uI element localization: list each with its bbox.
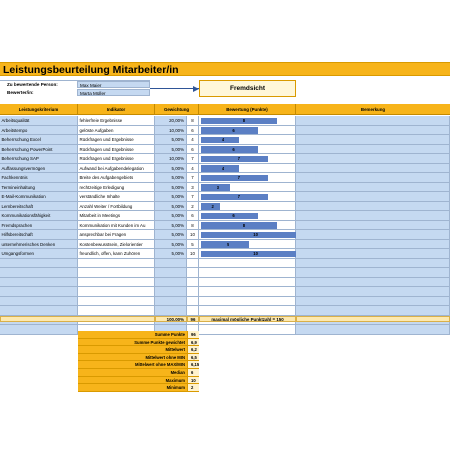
remark-cell[interactable] <box>296 211 450 221</box>
stat-value: 6,2 <box>187 346 199 354</box>
rating-bar-label: 2 <box>211 203 214 209</box>
rater-label: Bewerter/in: <box>7 90 34 95</box>
points-cell[interactable] <box>187 287 199 297</box>
points-cell[interactable]: 4 <box>187 135 199 145</box>
indicator-cell[interactable] <box>78 278 155 288</box>
points-cell[interactable] <box>187 259 199 269</box>
points-cell[interactable]: 8 <box>187 221 199 231</box>
totals-row-left <box>0 316 155 322</box>
criterion-cell[interactable] <box>0 297 78 307</box>
indicator-cell[interactable]: gelöste Aufgaben <box>78 126 155 136</box>
points-cell[interactable]: 5 <box>187 240 199 250</box>
weight-cell[interactable]: 5,00% <box>155 135 187 145</box>
header-criterion: Leistungskriterium <box>0 104 78 115</box>
rating-cell <box>199 306 296 316</box>
remark-cell[interactable] <box>296 183 450 193</box>
weight-cell[interactable] <box>155 306 187 316</box>
remark-cell[interactable] <box>296 173 450 183</box>
criterion-cell[interactable] <box>0 259 78 269</box>
rating-bar <box>201 213 258 220</box>
criterion-cell[interactable] <box>0 268 78 278</box>
rating-bar <box>201 146 258 153</box>
rating-cell <box>199 259 296 269</box>
indicator-cell[interactable]: Mitarbeit in Meetings <box>78 211 155 221</box>
rating-bar-label: 7 <box>237 194 240 199</box>
criterion-cell[interactable] <box>0 287 78 297</box>
rating-bar-label: 6 <box>232 127 235 133</box>
indicator-cell[interactable]: verständliche Inhalte <box>78 192 155 202</box>
stat-value: 10 <box>187 377 199 385</box>
totals-row-right <box>296 316 450 322</box>
points-cell[interactable]: 2 <box>187 202 199 212</box>
criterion-cell[interactable]: Hilfsbereitschaft <box>0 230 78 240</box>
rating-bar <box>201 118 277 125</box>
criterion-cell[interactable]: Beherrschung SAP <box>0 154 78 164</box>
weight-cell[interactable]: 10,00% <box>155 126 187 136</box>
stat-value: 6,9 <box>187 339 199 347</box>
remark-cell[interactable] <box>296 126 450 136</box>
weight-cell[interactable] <box>155 297 187 307</box>
remark-cell[interactable] <box>296 145 450 155</box>
weight-cell[interactable] <box>155 259 187 269</box>
criterion-cell[interactable]: Fachkenntnis <box>0 173 78 183</box>
criterion-cell[interactable]: Beherrschung Excel <box>0 135 78 145</box>
stat-label: Summe Punkte gewichtet <box>78 339 187 347</box>
indicator-cell[interactable]: freundlich, offen, kann Zuhören <box>78 249 155 259</box>
rating-bar <box>201 165 239 172</box>
stat-label: Median <box>78 369 187 377</box>
criterion-cell[interactable]: Lernbereitschaft <box>0 202 78 212</box>
indicator-cell[interactable]: ansprechbar bei Fragen <box>78 230 155 240</box>
header-weight: Gewichtung <box>155 104 199 115</box>
indicator-cell[interactable]: Rückfragen und Ergebnisse <box>78 145 155 155</box>
weight-cell[interactable]: 5,00% <box>155 145 187 155</box>
points-cell[interactable]: 6 <box>187 145 199 155</box>
max-points-label: maximal mögliche Punktzahl = 150 <box>199 316 296 322</box>
weight-cell[interactable] <box>155 278 187 288</box>
remark-cell[interactable] <box>296 278 450 288</box>
criterion-cell[interactable]: Beherrschung PowerPoint <box>0 145 78 155</box>
rating-bar-label: 6 <box>232 213 235 218</box>
weight-cell[interactable]: 5,00% <box>155 202 187 212</box>
weight-cell[interactable]: 20,00% <box>155 116 187 126</box>
points-cell[interactable]: 6 <box>187 211 199 221</box>
remark-cell[interactable] <box>296 240 450 250</box>
points-cell[interactable]: 10 <box>187 230 199 240</box>
criterion-cell[interactable]: Arbeitsqualität <box>0 116 78 126</box>
weight-cell[interactable]: 5,00% <box>155 230 187 240</box>
points-cell[interactable]: 3 <box>187 183 199 193</box>
criterion-cell[interactable]: Termineinhaltung <box>0 183 78 193</box>
stat-value: 6,15 <box>187 361 199 369</box>
rating-cell <box>199 278 296 288</box>
weight-cell[interactable] <box>155 268 187 278</box>
criterion-cell[interactable]: Umgangsformen <box>0 249 78 259</box>
remark-cell[interactable] <box>296 268 450 278</box>
points-cell[interactable]: 7 <box>187 154 199 164</box>
rating-bar-label: 8 <box>242 222 246 228</box>
points-cell[interactable]: 4 <box>187 164 199 174</box>
criterion-cell[interactable]: Auffassungsvermögen <box>0 164 78 174</box>
header-remark: Bemerkung <box>296 104 450 115</box>
rating-bar <box>201 184 230 191</box>
person-field[interactable]: Max Maier <box>77 81 150 88</box>
remark-cell[interactable] <box>296 249 450 259</box>
remark-cell[interactable] <box>296 297 450 307</box>
indicator-cell[interactable]: Kostenbewusstsein, Zielorientier <box>78 240 155 250</box>
indicator-cell[interactable]: fehlerfreie Ergebnisse <box>78 116 155 126</box>
rating-bar-label: 7 <box>237 175 240 180</box>
indicator-cell[interactable] <box>78 259 155 269</box>
rating-cell <box>199 297 296 307</box>
remark-cell[interactable] <box>296 116 450 126</box>
stat-label: Mittelwert ohne MIN <box>78 354 187 362</box>
rating-bar <box>201 194 268 201</box>
remark-cell[interactable] <box>296 230 450 240</box>
weight-cell[interactable] <box>155 287 187 297</box>
remark-cell[interactable] <box>296 202 450 212</box>
person-label: Zu bewertende Person: <box>7 82 58 87</box>
remark-cell[interactable] <box>296 192 450 202</box>
rating-bar-label: 3 <box>216 184 220 190</box>
rating-bar <box>201 175 268 182</box>
rating-bar-label: 4 <box>221 137 225 142</box>
rating-bar-label: 4 <box>221 165 225 171</box>
indicator-cell[interactable] <box>78 306 155 316</box>
arrow-line <box>150 88 199 89</box>
criterion-cell[interactable]: unternehmerisches Denken <box>0 240 78 250</box>
rating-bar-label: 10 <box>253 232 258 237</box>
rating-bar <box>201 127 258 134</box>
points-total: 96 <box>187 316 199 322</box>
indicator-cell[interactable] <box>78 287 155 297</box>
weight-cell[interactable]: 5,00% <box>155 240 187 250</box>
points-cell[interactable] <box>187 297 199 307</box>
indicator-cell[interactable] <box>78 268 155 278</box>
points-cell[interactable]: 7 <box>187 173 199 183</box>
weight-cell[interactable]: 5,00% <box>155 173 187 183</box>
criterion-cell[interactable]: E-Mail-Kommunikation <box>0 192 78 202</box>
indicator-cell[interactable]: rechtzeitige Erledigung <box>78 183 155 193</box>
indicator-cell[interactable]: Breite des Aufgabengebiets <box>78 173 155 183</box>
header-rating: Bewertung (Punkte) <box>199 104 296 115</box>
criterion-cell[interactable]: Fremdsprachen <box>0 221 78 231</box>
remark-cell[interactable] <box>296 259 450 269</box>
points-cell[interactable] <box>187 278 199 288</box>
title-bar <box>0 62 450 76</box>
header-indicator: Indikator <box>78 104 155 115</box>
indicator-cell[interactable]: Anzahl Weiter / Fortbildung <box>78 202 155 212</box>
page-title: Leistungsbeurteilung Mitarbeiter/in <box>3 64 179 76</box>
remark-cell[interactable] <box>296 154 450 164</box>
points-cell[interactable]: 8 <box>187 116 199 126</box>
points-cell[interactable]: 7 <box>187 192 199 202</box>
criterion-cell[interactable]: Kommunikationsfähigkeit <box>0 211 78 221</box>
criterion-cell[interactable] <box>0 278 78 288</box>
rater-field[interactable]: Marta Müller <box>77 89 150 96</box>
criterion-cell[interactable]: Arbeitstempo <box>0 126 78 136</box>
weight-cell[interactable]: 5,00% <box>155 183 187 193</box>
points-cell[interactable] <box>187 268 199 278</box>
points-cell[interactable]: 10 <box>187 249 199 259</box>
remark-cell[interactable] <box>296 135 450 145</box>
criterion-cell[interactable] <box>0 306 78 316</box>
rating-bar <box>201 241 249 248</box>
remark-cell[interactable] <box>296 164 450 174</box>
rating-bar <box>201 232 296 239</box>
points-cell[interactable] <box>187 306 199 316</box>
weight-cell[interactable]: 5,00% <box>155 192 187 202</box>
stat-label: Mittelwert ohne MAX/MIN <box>78 361 187 369</box>
rating-bar-label: 8 <box>242 118 246 123</box>
remark-cell[interactable] <box>296 221 450 231</box>
rating-bar-label: 6 <box>232 146 235 152</box>
indicator-cell[interactable]: Aufwand bei Aufgabendelegation <box>78 164 155 174</box>
weight-cell[interactable]: 5,00% <box>155 211 187 221</box>
stat-value: 6,5 <box>187 354 199 362</box>
stat-value: 96 <box>187 331 199 339</box>
weight-cell[interactable]: 10,00% <box>155 154 187 164</box>
rating-cell <box>199 325 296 335</box>
weight-cell[interactable]: 5,00% <box>155 221 187 231</box>
weight-cell[interactable]: 5,00% <box>155 249 187 259</box>
rating-bar <box>201 156 268 163</box>
remark-cell[interactable] <box>296 287 450 297</box>
fremdsicht-box: Fremdsicht <box>199 80 296 97</box>
points-cell[interactable]: 6 <box>187 126 199 136</box>
rating-bar <box>201 137 239 144</box>
indicator-cell[interactable]: Rückfragen und Ergebnisse <box>78 135 155 145</box>
stat-label: Mittelwert <box>78 346 187 354</box>
stat-label: Summe Punkte <box>78 331 187 339</box>
stat-value: 6 <box>187 369 199 377</box>
rating-bar-label: 7 <box>237 156 240 161</box>
rating-bar <box>201 222 277 229</box>
remark-cell[interactable] <box>296 325 450 335</box>
weight-total: 100,00% <box>155 316 187 322</box>
criterion-cell[interactable] <box>0 325 78 335</box>
stat-label: Maximum <box>78 377 187 385</box>
indicator-cell[interactable] <box>78 297 155 307</box>
weight-cell[interactable]: 5,00% <box>155 164 187 174</box>
remark-cell[interactable] <box>296 306 450 316</box>
rating-bar <box>201 251 296 258</box>
stat-label: Minimum <box>78 384 187 392</box>
indicator-cell[interactable]: Kommunikation mit Kunden im Au <box>78 221 155 231</box>
indicator-cell[interactable]: Rückfragen und Ergebnisse <box>78 154 155 164</box>
rating-bar-label: 10 <box>253 251 258 256</box>
rating-bar-label: 5 <box>227 241 230 247</box>
stat-value: 2 <box>187 384 199 392</box>
rating-cell <box>199 268 296 278</box>
rating-cell <box>199 287 296 297</box>
